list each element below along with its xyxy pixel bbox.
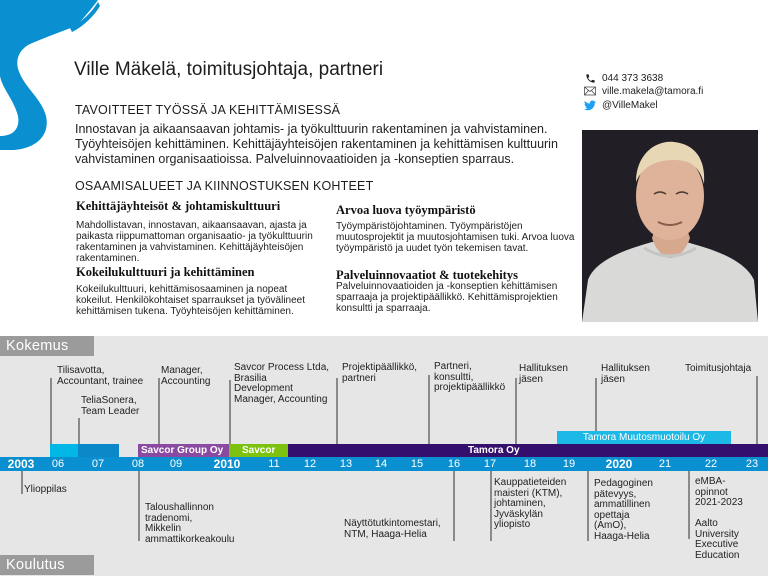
- profile-photo: [582, 130, 758, 322]
- experience-entry: Hallituksen jäsen: [601, 363, 650, 385]
- mail-icon: [584, 85, 596, 97]
- skill-heading: Kehittäjäyhteisöt & johtamiskulttuuri: [76, 199, 281, 213]
- year-label: 2003: [7, 457, 35, 471]
- skills-heading: OSAAMISALUEET JA KIINNOSTUKSEN KOHTEET: [75, 179, 374, 193]
- year-label: 22: [704, 458, 718, 470]
- year-label: 19: [562, 458, 576, 470]
- experience-connector: [756, 376, 758, 444]
- education-connector: [138, 471, 140, 541]
- skill-heading: Arvoa luova työympäristö: [336, 203, 476, 217]
- experience-connector: [158, 378, 160, 444]
- experience-connector: [78, 418, 80, 444]
- education-connector: [453, 471, 455, 541]
- employer-bar-tamora-label: Tamora Oy: [468, 445, 520, 456]
- education-label: Koulutus: [0, 555, 94, 575]
- education-entry: Näyttötutkintomestari, NTM, Haaga-Helia: [344, 518, 441, 540]
- experience-entry: Toimitusjohtaja: [685, 363, 752, 374]
- experience-connector: [229, 380, 231, 444]
- year-label: 11: [268, 458, 280, 470]
- education-connector: [21, 471, 23, 494]
- year-label: 12: [303, 458, 317, 470]
- phone-icon: [584, 72, 596, 84]
- year-label: 08: [131, 458, 145, 470]
- experience-entry: Manager, Accounting: [161, 365, 211, 387]
- skill-heading: Palveluinnovaatiot & tuotekehitys: [336, 268, 518, 282]
- year-label: 16: [447, 458, 461, 470]
- employer-bar-tamora: [288, 444, 768, 457]
- experience-connector: [50, 378, 52, 444]
- employer-bar-tamora-muutosmuotoilu: Tamora Muutosmuotoilu Oy: [557, 431, 731, 444]
- experience-connector: [515, 378, 517, 444]
- year-label: 14: [374, 458, 388, 470]
- year-label: 09: [169, 458, 183, 470]
- education-entry: Pedagoginen pätevyys, ammatillinen opettaja (AmO), Haaga-Helia: [594, 478, 653, 542]
- year-label: 21: [658, 458, 672, 470]
- education-entry: Ylioppilas: [24, 484, 67, 495]
- experience-connector: [595, 378, 597, 431]
- skill-text: Palveluinnovaatioiden ja -konseptien kehittämisen sparraaja ja projektipäällikkö. Kehittämisprojektien konsultti ja sparraaja.: [336, 281, 558, 314]
- year-label: 15: [410, 458, 424, 470]
- skill-heading: Kokeilukulttuuri ja kehittäminen: [76, 265, 255, 279]
- education-entry: Kauppatieteiden maisteri (KTM), johtaminen, Jyväskylän yliopisto: [494, 477, 567, 530]
- experience-entry: Projektipäällikkö, partneri: [342, 362, 418, 384]
- skill-text: Kokeilukulttuuri, kehittämisosaaminen ja nopeat kokeilut. Henkilökohtaiset sparraukset ja työvälineet kehittämisen tukena. Työyhteisöjen kehittäminen.: [76, 284, 306, 317]
- employer-bar-savcor-group: Savcor Group Oy: [138, 444, 229, 457]
- person-name-title: Ville Mäkelä, toimitusjohtaja, partneri: [74, 59, 384, 80]
- experience-entry: TeliaSonera, Team Leader: [81, 395, 140, 417]
- year-label: 2020: [605, 457, 633, 471]
- year-label: 07: [91, 458, 105, 470]
- experience-connector: [428, 375, 430, 444]
- employer-bar-savcor: Savcor: [229, 444, 288, 457]
- experience-connector: [336, 378, 338, 444]
- education-entry: Taloushallinnon tradenomi, Mikkelin ammattikorkeakoulu: [145, 502, 235, 545]
- year-label: 23: [745, 458, 759, 470]
- experience-label: Kokemus: [0, 336, 94, 356]
- education-connector: [587, 471, 589, 541]
- contact-twitter: [584, 99, 658, 111]
- year-label: 06: [51, 458, 65, 470]
- education-connector: [490, 471, 492, 541]
- experience-entry: Hallituksen jäsen: [519, 363, 568, 385]
- education-connector: [688, 471, 690, 539]
- email-address[interactable]: ville.makela@tamora.fi: [602, 85, 704, 97]
- twitter-icon: [584, 99, 596, 111]
- portrait-illustration: [582, 130, 758, 322]
- year-label: 2010: [213, 457, 241, 471]
- employer-bar-tilisavotta: [50, 444, 78, 458]
- year-label: 13: [339, 458, 353, 470]
- experience-entry: Tilisavotta, Accountant, trainee: [57, 365, 144, 387]
- employer-bar-teliasonera: [78, 444, 119, 458]
- twitter-handle[interactable]: @VilleMakel: [602, 99, 658, 111]
- phone-number[interactable]: 044 373 3638: [602, 72, 664, 84]
- skill-text: Mahdollistavan, innostavan, aikaansaavan, ajasta ja paikasta riippumattoman organisaatio- ja työkulttuurin rakentaminen ja vahvistaminen. Kehittäjäyhteisöjen rakentaminen.: [76, 220, 313, 264]
- contact-phone: [584, 72, 663, 84]
- year-label: 17: [483, 458, 497, 470]
- experience-entry: Savcor Process Ltda, Brasilia Development Manager, Accounting: [234, 362, 330, 405]
- goals-text: Innostavan ja aikaansaavan johtamis- ja työkulttuurin rakentaminen ja vahvistaminen. Työyhteisöjen kehittäminen. Kehittäjäyhteisöjen rakentaminen ja kehittämisen kulttuurin vahvistaminen organisaatioissa. Palveluinnovaatioiden ja -konseptien sparraus.: [75, 122, 558, 166]
- education-entry: eMBA- opinnot 2021-2023 Aalto University Executive Education: [695, 476, 743, 561]
- year-label: 18: [523, 458, 537, 470]
- experience-entry: Partneri, konsultti, projektipäällikkö: [434, 361, 506, 393]
- skill-text: Työympäristöjohtaminen. Työympäristöjen muutosprojektit ja muutosjohtamisen tuki. Arvoa luova työympäristö ja uudet työn tekemisen tavat.: [336, 221, 575, 254]
- goals-heading: TAVOITTEET TYÖSSÄ JA KEHITTÄMISESSÄ: [75, 103, 341, 117]
- contact-email: [584, 85, 703, 97]
